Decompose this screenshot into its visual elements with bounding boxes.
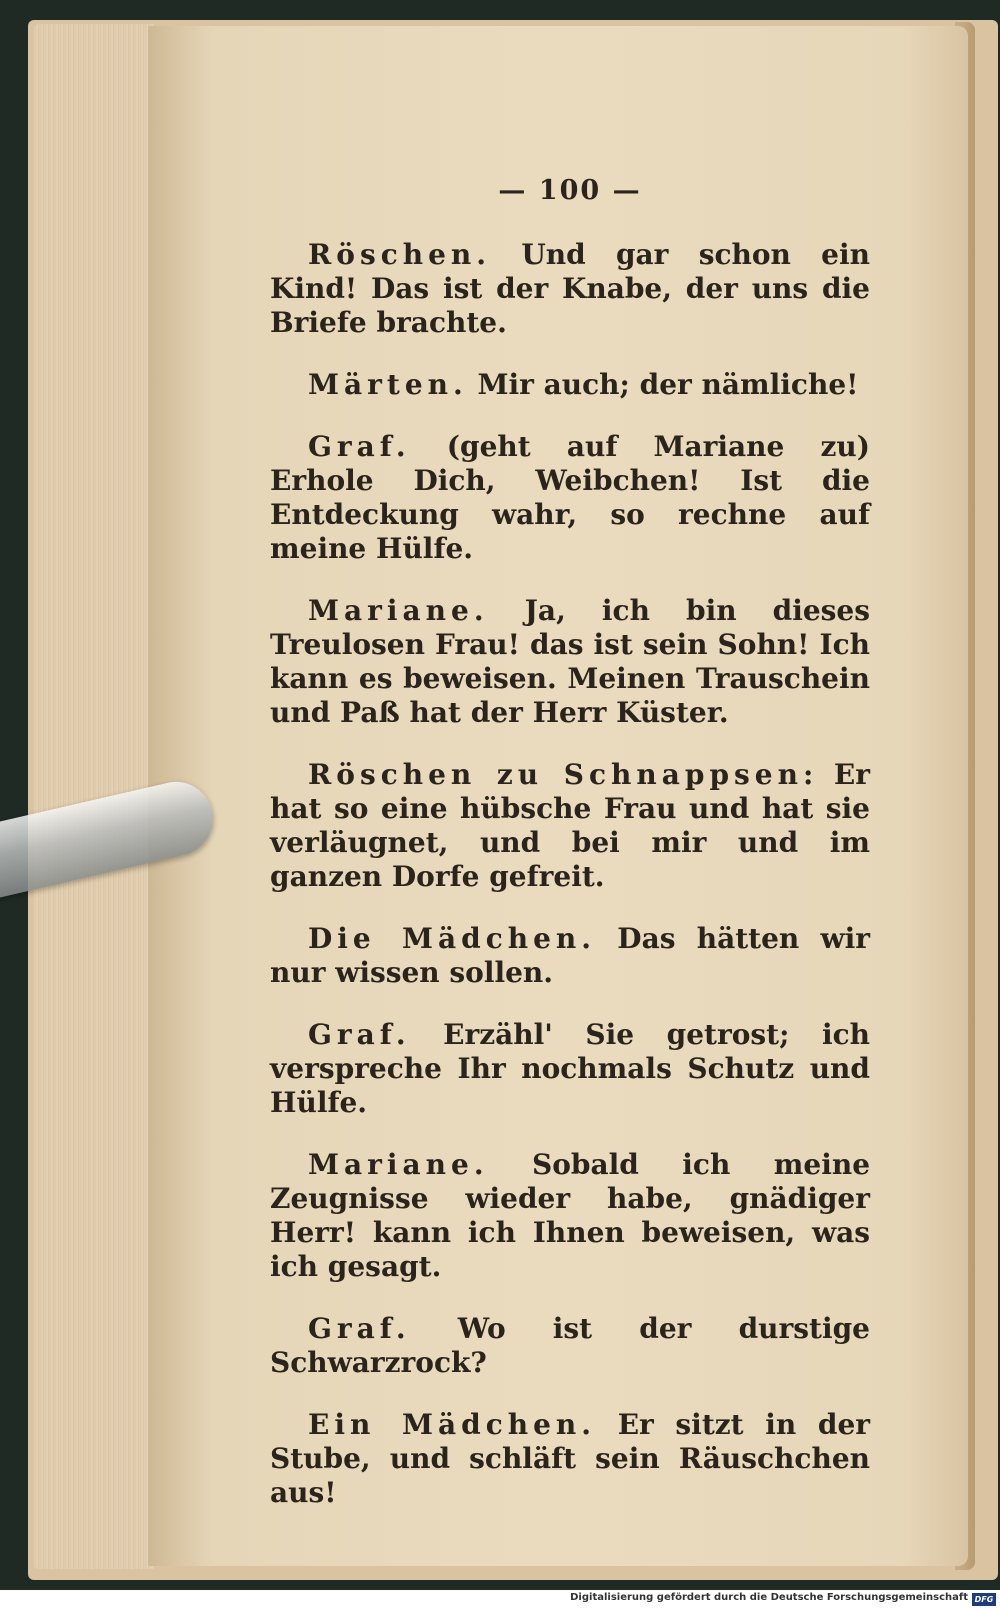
paragraph (270, 368, 870, 402)
speech-text: Ja, ich bin dieses Treulosen Frau! das ist sein Sohn! Ich kann es beweisen. Meinen Trauschein und Paß hat der Herr Küster. (270, 594, 871, 729)
paragraph (270, 1312, 870, 1380)
speaker-name: Graf. (308, 1312, 411, 1345)
footer-bar (0, 1590, 1000, 1610)
speaker-name: Röschen zu Schnappsen: (308, 758, 819, 791)
paragraph (270, 594, 870, 730)
speech-text: (geht auf Mariane zu) Erhole Dich, Weibchen! Ist die Entdeckung wahr, so rechne auf meine Hülfe. (270, 430, 870, 565)
speaker-name: Mariane. (308, 1148, 489, 1181)
speech-text: Mir auch; der nämliche! (477, 368, 859, 401)
speaker-name: Mariane. (308, 594, 489, 627)
paragraph (270, 1408, 870, 1510)
speech-text: Er sitzt in der Stube, und schläft sein Räuschchen aus! (270, 1408, 871, 1509)
paragraph (270, 238, 870, 340)
page-text (270, 175, 870, 1528)
speech-text: Das hätten wir nur wissen sollen. (270, 922, 870, 989)
funding-credit: Digitalisierung gefördert durch die Deutsche Forschungsgemeinschaft (570, 1592, 968, 1603)
page-number: — 100 — (498, 175, 642, 206)
paragraph (270, 430, 870, 566)
speech-text: Er hat so eine hübsche Frau und hat sie verläugnet, und bei mir und im ganzen Dorfe gefreit. (270, 758, 870, 893)
dfg-logo-icon: DFG (972, 1593, 996, 1606)
paragraph (270, 758, 870, 894)
speaker-name: Graf. (308, 1018, 411, 1051)
speaker-name: Ein Mädchen. (308, 1408, 597, 1441)
paragraph (270, 1018, 870, 1120)
speech-text: Wo ist der durstige Schwarzrock? (270, 1312, 870, 1379)
speech-text: Sobald ich meine Zeugnisse wieder habe, gnädiger Herr! kann ich Ihnen beweisen, was ich gesagt. (270, 1148, 871, 1283)
speaker-name: Röschen. (308, 238, 492, 271)
speech-text: Erzähl' Sie getrost; ich verspreche Ihr nochmals Schutz und Hülfe. (270, 1018, 870, 1119)
paragraph (270, 922, 870, 990)
speaker-name: Märten. (308, 368, 468, 401)
speaker-name: Graf. (308, 430, 411, 463)
paragraph (270, 1148, 870, 1284)
speaker-name: Die Mädchen. (308, 922, 597, 955)
speech-text: Und gar schon ein Kind! Das ist der Knabe, der uns die Briefe brachte. (270, 238, 870, 339)
